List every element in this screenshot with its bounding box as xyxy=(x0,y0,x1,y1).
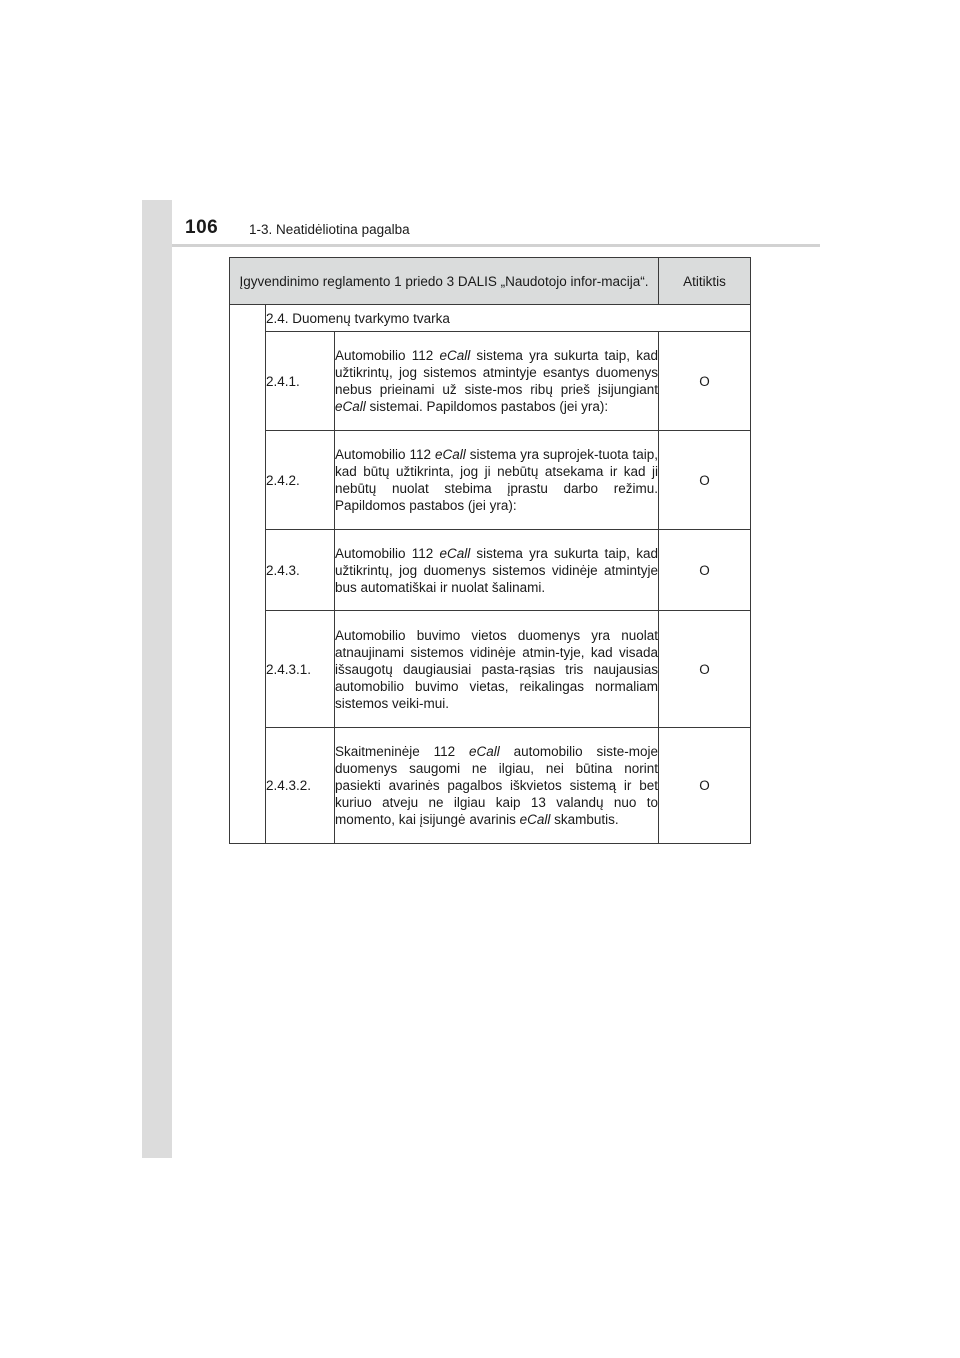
brand-name: eCall xyxy=(519,812,551,827)
compliance-mark: O xyxy=(659,728,751,844)
row-text: Automobilio 112 eCall sistema yra sukurta taip, kad užtikrintų, jog duomenys sistemos vidinėje atmintyje bus automatiškai ir nuolat šalinami. xyxy=(335,530,659,611)
brand-name: eCall xyxy=(469,744,500,759)
header-compliance: Atitiktis xyxy=(659,258,751,305)
table-row xyxy=(230,728,751,844)
section-row xyxy=(230,305,751,332)
brand-name: eCall xyxy=(439,348,471,363)
page-number: 106 xyxy=(185,217,219,238)
section-title: 1-3. Neatidėliotina pagalba xyxy=(249,222,410,237)
row-number: 2.4.3.2. xyxy=(266,728,335,844)
compliance-table xyxy=(229,257,751,844)
row-text: Automobilio 112 eCall sistema yra suprojek-tuota taip, kad būtų užtikrinta, jog ji nebūtų atsekama ir kad ji nebūtų nuolat stebima įprastu darbo režimu. Papildomos pastabos (jei yra): xyxy=(335,431,659,530)
compliance-mark: O xyxy=(659,332,751,431)
compliance-mark: O xyxy=(659,530,751,611)
table-header-row xyxy=(230,258,751,305)
row-text: Skaitmeninėje 112 eCall automobilio siste-moje duomenys saugomi ne ilgiau, nei būtina norint pasiekti avarinės pagalbos iškvietos sistemą ir bet kuriuo atveju ne ilgiau kaip 13 valandų nuo to momento, kai įsijungė avarinis eCall skambutis. xyxy=(335,728,659,844)
brand-name: eCall xyxy=(439,545,471,561)
header-regulation: Įgyvendinimo reglamento 1 priedo 3 DALIS „Naudotojo infor-macija“. xyxy=(230,258,659,305)
row-text: Automobilio buvimo vietos duomenys yra nuolat atnaujinami sistemos vidinėje atmin-tyje, kad visada išsaugotų daugiausiai pasta-rąsias tris naujausias automobilio buvimo vietas, reikalingas normaliam sistemos veiki-mui. xyxy=(335,611,659,728)
row-text: Automobilio 112 eCall sistema yra sukurta taip, kad užtikrintų, jog sistemos atmintyje esantys duomenys nebus prieinami už siste-mos ribų prieš įsijungiant eCall sistemai. Papildomos pastabos (jei yra): xyxy=(335,332,659,431)
brand-name: eCall xyxy=(435,447,466,462)
side-tab-strip xyxy=(142,200,172,1158)
table-row xyxy=(230,332,751,431)
compliance-mark: O xyxy=(659,611,751,728)
row-number: 2.4.1. xyxy=(266,332,335,431)
table-row xyxy=(230,530,751,611)
header-rule xyxy=(172,244,820,247)
brand-name: eCall xyxy=(335,399,366,414)
table-row xyxy=(230,611,751,728)
table-row xyxy=(230,431,751,530)
row-number: 2.4.2. xyxy=(266,431,335,530)
compliance-mark: O xyxy=(659,431,751,530)
indent-cell xyxy=(230,305,266,844)
row-number: 2.4.3. xyxy=(266,530,335,611)
row-number: 2.4.3.1. xyxy=(266,611,335,728)
section-heading: 2.4. Duomenų tvarkymo tvarka xyxy=(266,305,751,332)
